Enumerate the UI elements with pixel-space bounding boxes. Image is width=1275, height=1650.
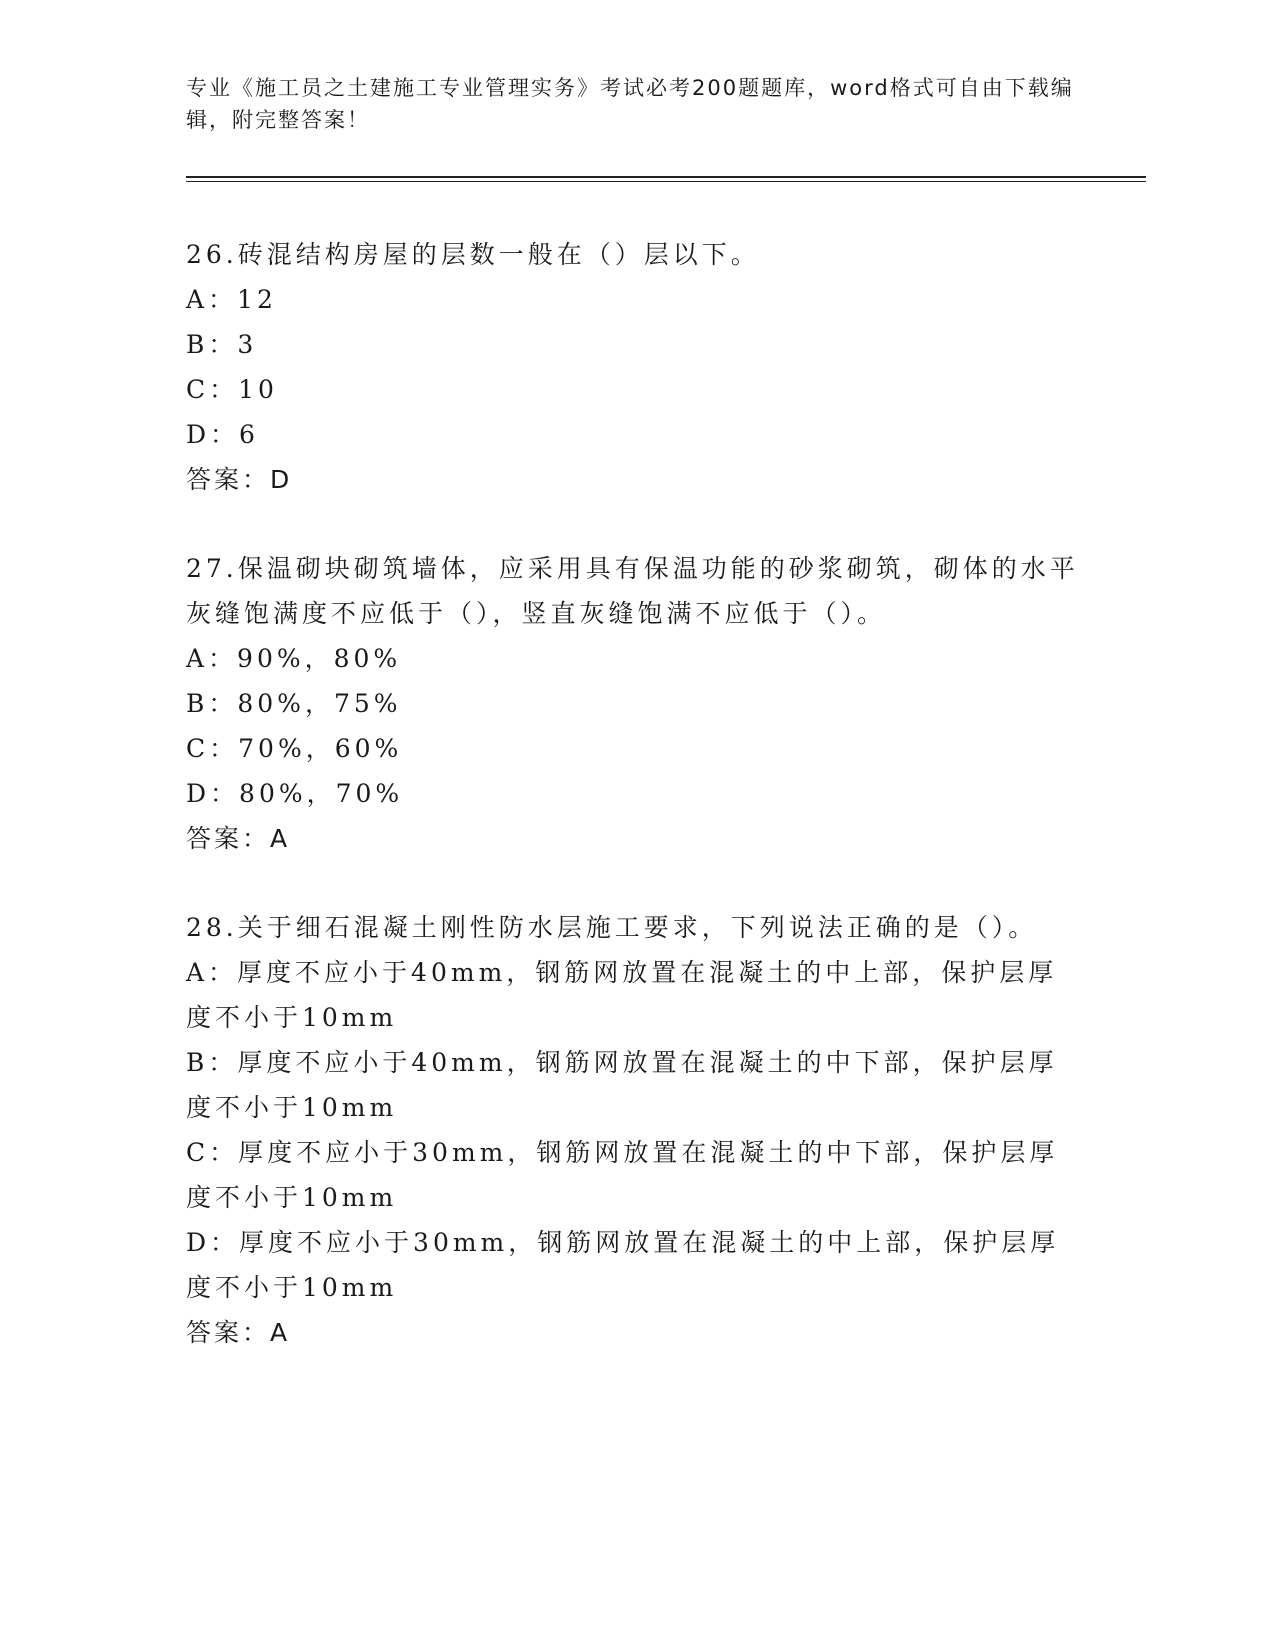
document-header-title: 专业《施工员之土建施工专业管理实务》考试必考200题题库，word格式可自由下载编辑，附完整答案！ <box>186 76 1074 132</box>
header-divider-thin <box>186 181 1146 182</box>
question-stem: 28.关于细石混凝土刚性防水层施工要求，下列说法正确的是（）。 <box>186 913 1038 942</box>
question-stem: 27.保温砌块砌筑墙体，应采用具有保温功能的砂浆砌筑，砌体的水平灰缝饱满度不应低于（），竖直灰缝饱满不应低于（）。 <box>186 554 1079 628</box>
answer-label: 答案：A <box>186 1318 291 1347</box>
option-c: C：厚度不应小于30mm，钢筋网放置在混凝土的中下部，保护层厚度不小于10mm <box>186 1138 1059 1212</box>
option-a: A：12 <box>186 285 277 314</box>
question-26 <box>186 232 1086 502</box>
question-list <box>186 232 1086 1399</box>
question-stem: 26.砖混结构房屋的层数一般在（）层以下。 <box>186 240 760 269</box>
option-b: B：厚度不应小于40mm，钢筋网放置在混凝土的中下部，保护层厚度不小于10mm <box>186 1048 1058 1122</box>
option-c: C：10 <box>186 375 278 404</box>
question-27 <box>186 546 1086 861</box>
question-28 <box>186 905 1086 1355</box>
option-d: D：厚度不应小于30mm，钢筋网放置在混凝土的中上部，保护层厚度不小于10mm <box>186 1228 1060 1302</box>
header-divider-thick <box>186 176 1146 178</box>
answer-label: 答案：D <box>186 465 293 494</box>
answer-label: 答案：A <box>186 824 291 853</box>
option-c: C：70%，60% <box>186 734 403 763</box>
option-d: D：80%，70% <box>186 779 404 808</box>
option-b: B：80%，75% <box>186 689 402 718</box>
option-d: D：6 <box>186 420 259 449</box>
option-a: A：厚度不应小于40mm，钢筋网放置在混凝土的中上部，保护层厚度不小于10mm <box>186 958 1058 1032</box>
option-a: A：90%，80% <box>186 644 402 673</box>
option-b: B：3 <box>186 330 258 359</box>
